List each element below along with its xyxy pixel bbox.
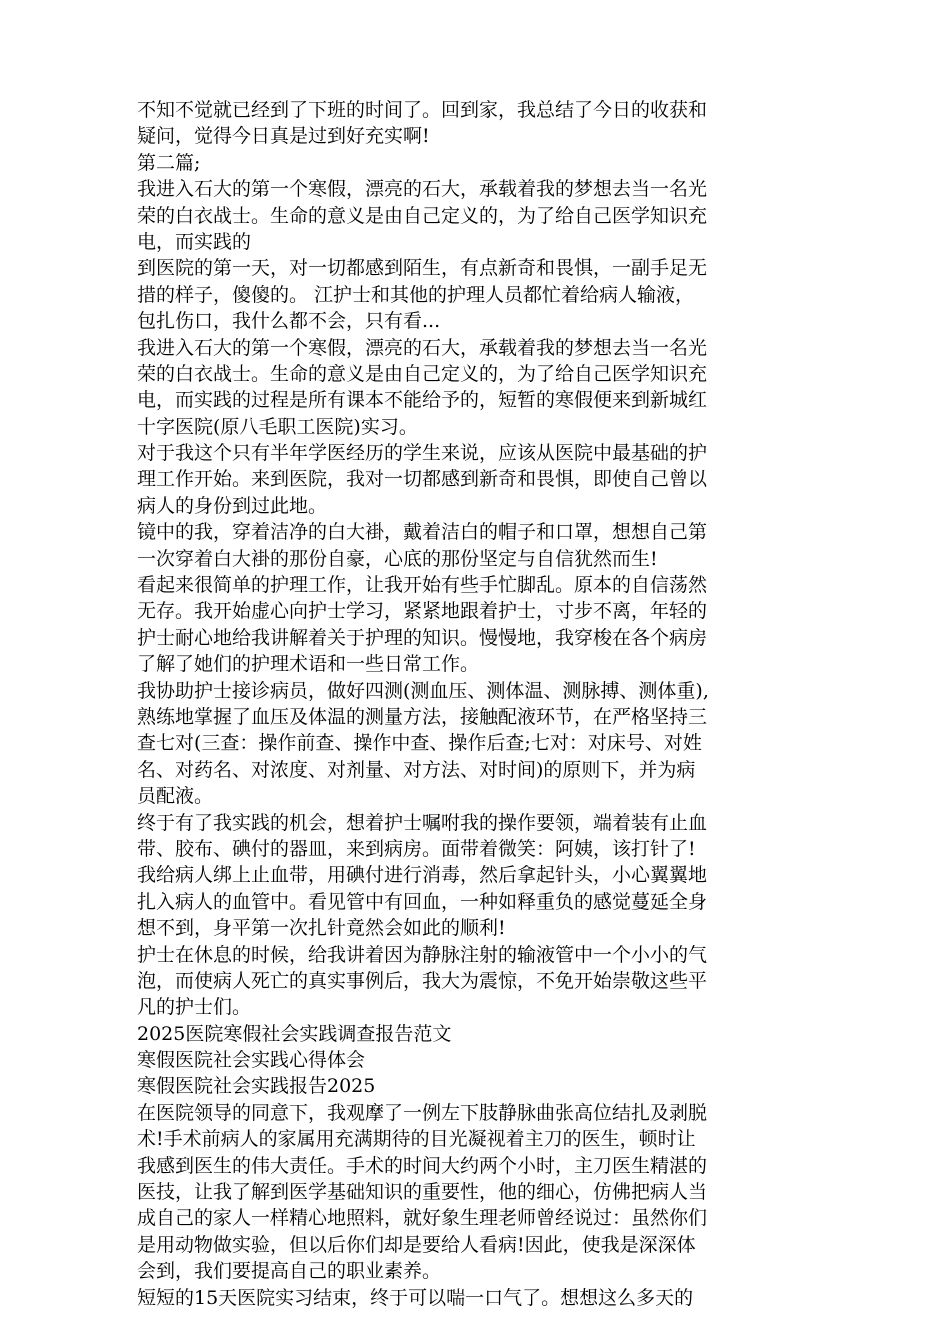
text-line: 2025医院寒假社会实践调查报告范文 xyxy=(137,1022,452,1045)
text-line: 我进入石大的第一个寒假，漂亮的石大，承载着我的梦想去当一名光 xyxy=(137,178,708,201)
text-line: 荣的白衣战士。生命的意义是由自己定义的，为了给自己医学知识充 xyxy=(137,362,708,385)
text-line: 是用动物做实验，但以后你们却是要给人看病!因此，使我是深深体 xyxy=(137,1233,696,1256)
text-line: 无存。我开始虚心向护士学习，紧紧地跟着护士，寸步不离，年轻的 xyxy=(137,600,708,623)
text-line: 了解了她们的护理术语和一些日常工作。 xyxy=(137,653,480,676)
text-line: 对于我这个只有半年学医经历的学生来说，应该从医院中最基础的护 xyxy=(137,442,708,465)
text-line: 医技，让我了解到医学基础知识的重要性，他的细心，仿佛把病人当 xyxy=(137,1181,708,1204)
document-body xyxy=(137,97,817,1311)
text-line: 我给病人绑上止血带，用碘付进行消毒，然后拿起针头，小心翼翼地 xyxy=(137,864,708,887)
text-line: 措的样子，傻傻的。 江护士和其他的护理人员都忙着给病人输液， xyxy=(137,283,695,306)
text-line: 想不到，身平第一次扎针竟然会如此的顺利! xyxy=(137,917,506,940)
text-line: 电，而实践的过程是所有课本不能给予的，短暂的寒假便来到新城红 xyxy=(137,389,708,412)
text-line: 到医院的第一天，对一切都感到陌生，有点新奇和畏惧，一副手足无 xyxy=(137,257,708,280)
text-line: 护士耐心地给我讲解着关于护理的知识。慢慢地，我穿梭在各个病房 xyxy=(137,626,708,649)
text-line: 在医院领导的同意下，我观摩了一例左下肢静脉曲张高位结扎及剥脱 xyxy=(137,1101,708,1124)
text-line: 护士在休息的时候，给我讲着因为静脉注射的输液管中一个小小的气 xyxy=(137,943,708,966)
text-line: 熟练地掌握了血压及体温的测量方法，接触配液环节，在严格坚持三 xyxy=(137,705,708,728)
text-line: 包扎伤口，我什么都不会，只有看... xyxy=(137,310,441,333)
text-line: 我协助护士接诊病员，做好四测(测血压、测体温、测脉搏、测体重), xyxy=(137,679,709,702)
text-line: 第二篇; xyxy=(137,151,201,174)
text-line: 成自己的家人一样精心地照料，就好象生理老师曾经说过：虽然你们 xyxy=(137,1207,708,1230)
text-line: 凡的护士们。 xyxy=(137,996,252,1019)
text-line: 我感到医生的伟大责任。手术的时间大约两个小时，主刀医生精湛的 xyxy=(137,1154,708,1177)
text-line: 泡，而使病人死亡的真实事例后，我大为震惊，不免开始崇敬这些平 xyxy=(137,969,708,992)
text-line: 查七对(三查：操作前查、操作中查、操作后查;七对：对床号、对姓 xyxy=(137,732,702,755)
text-line: 镜中的我，穿着洁净的白大褂，戴着洁白的帽子和口罩，想想自己第 xyxy=(137,521,708,544)
text-line: 荣的白衣战士。生命的意义是由自己定义的，为了给自己医学知识充 xyxy=(137,204,708,227)
text-line: 终于有了我实践的机会，想着护士嘱咐我的操作要领，端着装有止血 xyxy=(137,811,708,834)
text-line: 病人的身份到过此地。 xyxy=(137,494,328,517)
text-line: 术!手术前病人的家属用充满期待的目光凝视着主刀的医生，顿时让 xyxy=(137,1128,696,1151)
text-line: 短短的15天医院实习结束，终于可以喘一口气了。想想这么多天的 xyxy=(137,1286,694,1309)
text-line: 我进入石大的第一个寒假，漂亮的石大，承载着我的梦想去当一名光 xyxy=(137,336,708,359)
text-line: 一次穿着白大褂的那份自豪，心底的那份坚定与自信犹然而生! xyxy=(137,547,658,570)
text-line: 员配液。 xyxy=(137,785,214,808)
text-line: 名、对药名、对浓度、对剂量、对方法、对时间)的原则下，并为病 xyxy=(137,758,696,781)
text-line: 不知不觉就已经到了下班的时间了。回到家，我总结了今日的收获和 xyxy=(137,99,708,121)
text-line: 看起来很简单的护理工作，让我开始有些手忙脚乱。原本的自信荡然 xyxy=(137,574,708,597)
text-line: 十字医院(原八毛职工医院)实习。 xyxy=(137,415,418,438)
text-line: 带、胶布、碘付的器皿，来到病房。面带着微笑：阿姨，该打针了! xyxy=(137,837,696,860)
text-line: 电，而实践的 xyxy=(137,230,252,253)
text-line: 理工作开始。来到医院，我对一切都感到新奇和畏惧，即使自己曾以 xyxy=(137,468,708,491)
text-line: 疑问，觉得今日真是过到好充实啊! xyxy=(137,125,430,148)
text-line: 会到，我们要提高自己的职业素养。 xyxy=(137,1260,442,1283)
text-line: 寒假医院社会实践心得体会 xyxy=(137,1049,366,1072)
text-line: 扎入病人的血管中。看见管中有回血，一种如释重负的感觉蔓延全身 xyxy=(137,890,708,913)
text-line: 寒假医院社会实践报告2025 xyxy=(137,1075,376,1098)
